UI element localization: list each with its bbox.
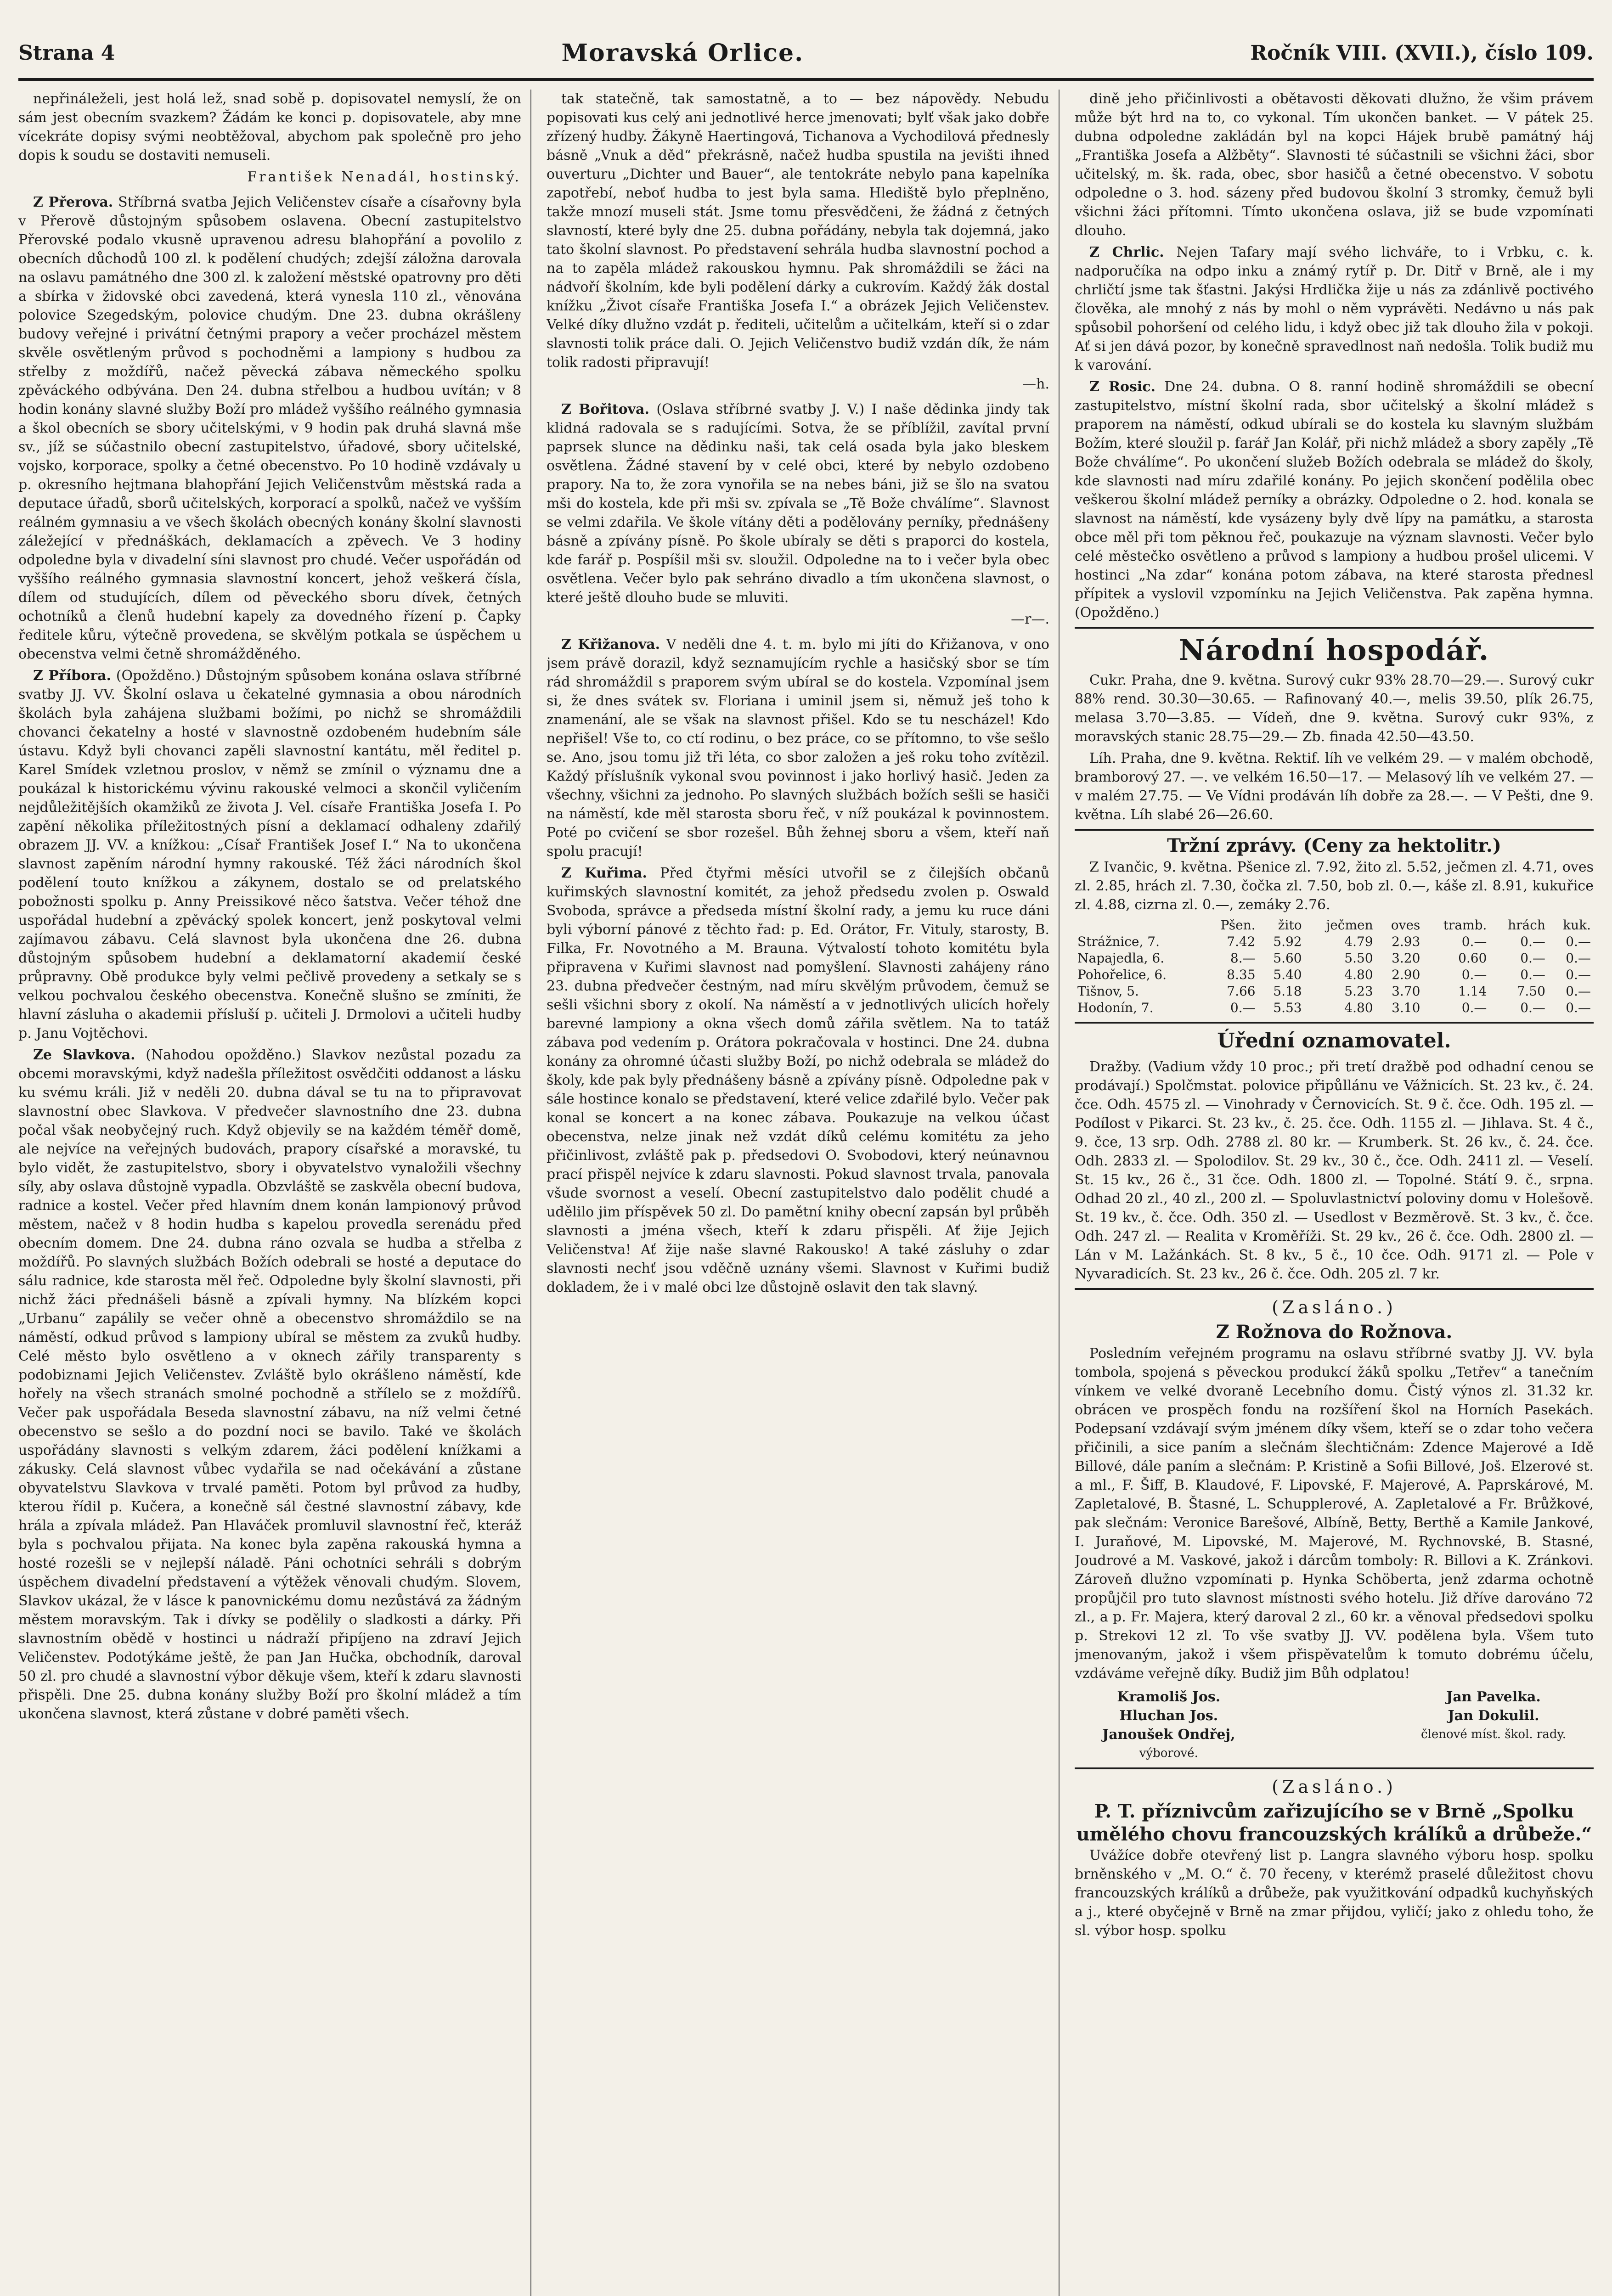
table-cell: 0.— xyxy=(1520,951,1545,966)
table-row xyxy=(1075,1000,1594,1016)
table-cell: 0.— xyxy=(1566,951,1591,966)
section-title: Tržní zprávy. (Ceny za hektolitr.) xyxy=(1167,835,1501,856)
table-row xyxy=(1075,983,1594,1000)
table-row xyxy=(1075,950,1594,967)
article-text: Nejen Tafary mají svého lichváře, to i Vrbku, c. k. nadporučíka na odpo inku a známý rytíř p. Dr. Ditř v Brně, ale i my chrličtí jsme tak šťastni. Jakýsi Hrdlička žije u nás za zdánlivě poctivého člověka, ale mnohý z nás by mohl o něm vyprávěti. Nedávno u nás pak spůsobil pohoršení od celého lidu, i když obec již tak dlouho žila v pokoji. Ať si jen dává pozor, by konečně spravedlnost naň nedošla. Tolik budiž mu k varování. xyxy=(1075,244,1594,373)
page-number: Strana 4 xyxy=(18,41,115,65)
article-text: nepřináleželi, jest holá lež, snad sobě p. dopisovatel nemyslí, že on sám jest obecním svazkem? Žádám ke konci p. dopisovatele, aby mne vícekráte dopisy svými neobtěžoval, abychom pak společně pro jeho dopis k soudu se dostaviti nemuseli. xyxy=(18,91,521,163)
signature: František Nenadál, hostinský. xyxy=(247,169,521,185)
section-rule xyxy=(1075,1288,1594,1290)
table-cell: 0.60 xyxy=(1458,951,1487,966)
table-header-cell: hrách xyxy=(1508,917,1545,933)
signature-group xyxy=(1421,1688,1566,1763)
table-header-cell: oves xyxy=(1391,917,1420,933)
article xyxy=(1075,377,1594,622)
table-header-cell: ječmen xyxy=(1326,917,1373,933)
article-text: (Oslava stříbrné svatby J. V.) I naše dědinka jindy tak klidná radovala se s radujícími. Sotva, že se příblížil, zavítal první paprsek slunce na dědinku naši, tak celá osada byla jako bleskem osvětlena. Žádné stavení by v celé obci, které by nebylo ozdobeno prapory. Na to, že zora vynořila se na nebes báni, již se šlo na svatou mši do kostela, kde při mši sv. zpívala se „Tě Bože chválíme“. Slavnost se velmi zdařila. Ve škole vítány děti a podělovány perníky, přednášeny básně a zpívány písně. Po škole ubíraly se děti s praporci do kostela, kde farář p. Pospíšil mši sv. sloužil. Odpoledne na to i večer byla obec osvětlena. Večer bylo pak sehráno divadlo a tím ukončena slavnost, o které ještě dlouho bude se mluviti. xyxy=(547,401,1049,606)
column-divider xyxy=(530,90,531,2296)
sent-in-label: (Zasláno.) xyxy=(1272,1777,1397,1797)
table-cell: Hodonín, 7. xyxy=(1077,1000,1154,1015)
table-cell: 0.— xyxy=(1520,934,1545,949)
table-header-cell: žito xyxy=(1278,917,1302,933)
table-cell: 5.40 xyxy=(1273,967,1302,982)
article-text: (Nahodou opožděno.) Slavkov nezůstal pozadu za obcemi moravskými, když nadešla příležitost osvědčiti oddanost a lásku ku svému králi. Již v neděli 20. dubna dával se tu na to připravovat slavnostní obec Slavkova. V předvečer slavnostního dne 23. dubna počal však neobyčejný ruch. Když objevily se na každém téměř domě, ale nejvíce na veřejných budovách, prapory císařské a moravské, tu bylo vidět, že zastupitelstvo, sbory i obyvatelstvo vynaložili všechny síly, aby oslava důstojně vypadla. Obzvláště se zaskvěla obecní budova, radnice a kostel. Večer před hlavním dnem konán lampionový průvod městem, načež v 8 hodin hudba s kapelou provedla serenádu před obecním domem. Dne 24. dubna ráno ozvala se hudba a střelba z moždířů. Po slavných službách Božích odebrali se hosté a deputace do sálu radnice, kde starosta měl řeč. Odpoledne byly školní slavnosti, při nichž žáci přednášeli básně a zpívali hymny. Na blízkém kopci „Urbanu“ zapálily se večer ohně a obecenstvo shromáždilo se na náměstí, odkud průvod s lampiony ubíral se městem za zvuků hudby. Celé město bylo osvětleno a v oknech zářily transparenty s podobiznami Jejich Veličenstev. Zvláště bylo okrášleno náměstí, kde hořely na všech stranách smolné pochodně a střílelo se z moždířů. Večer pak uspořádala Beseda slavnostní zábavu, na níž velmi četné obecenstvo se sešlo a do pozdní noci se bavilo. Také ve školách uspořádány slavnosti s velkým zdarem, žáci podělení knížkami a zákusky. Celá slavnost vůbec vydařila se nad očekávání a zůstane obyvatelstvu Slavkova v trvalé paměti. Potom byl průvod za hudby, kterou řídil p. Kučera, a konečně sál čestné slavnostní zábavy, kde hrála a zpívala mládež. Pan Hlaváček promluvil slavnostní řeč, kteráž byla s pochvalou přijata. Na konec byla zapěna rakouská hymna a hosté rozešli se v nejlepší náladě. Páni ochotníci sehráli s dobrým úspěchem divadelní představení a výtěžek věnovali chudým. Slovem, Slavkov ukázal, že v lásce k panovnickému domu nezůstává za žádným městem moravským. Tak i dívky se podělily o sladkosti a dárky. Při slavnostním obědě v hostinci u nádraží připíjeno na zdraví Jejich Veličenstev. Podotýkáme ještě, že pan Jan Hučka, obchodník, daroval 50 zl. pro chudé a slavnostní výbor děkuje všem, kteří k zdaru slavnosti přispěli. Dne 25. dubna konány služby Boží pro školní mládež a tím ukončena slavnost, která zůstane v dobré paměti všech. xyxy=(18,1047,521,1722)
table-cell: 5.60 xyxy=(1273,951,1302,966)
table-cell: 8.35 xyxy=(1227,967,1256,982)
article-text: Posledním veřejném programu na oslavu stříbrné svatby JJ. VV. byla tombola, spojená s pěveckou produkcí žáků spolku „Tetřev“ a tanečním vínkem ve velké dvoraně Lecebního domu. Čistý výnos zl. 31.32 kr. obrácen ve prospěch fondu na rozšíření škol na Horních Pasekách. Podepsaní vzdávají svým jménem díky všem, kteří se o zdar toho večera přičinili, a sice paním a slečnám šlechtičnám: Zdence Majerové a Idě Billové, dále paním a slečnám: P. Kristině a Sofii Billové, Još. Elzerové st. a ml., F. Šiff, B. Klaudové, F. Lipovské, F. Majerové, A. Paprskárové, M. Zapletalové, B. Štasné, L. Schupplerové, A. Zapletalové a Fr. Brůžkové, pak slečnám: Veronice Barešové, Albíně, Betty, Berthě a Kamile Jankové, I. Juraňové, M. Lipovské, M. Majerové, M. Rychnovské, B. Stasné, Joudrové a M. Vaskové, jakož i dárcům tomboly: R. Billovi a K. Zránkovi. Zároveň dlužno vzpomínati p. Hynka Schöberta, jenž zdarma ochotně propůjčil pro tuto slavnost místnosti svého hotelu. Již dříve darováno 72 zl., a p. Fr. Majera, který daroval 2 zl., 60 kr. a věnoval předsedovi spolku p. Strekovi 12 zl. To vše svatby JJ. VV. podělena byla. Všem tuto jmenovaným, jakož i všem přispěvatelům k tomuto dobrému účelu, vzdáváme veřejně díky. Budiž jim Bůh odplatou! xyxy=(1075,1345,1594,1682)
table-cell: 3.10 xyxy=(1392,1000,1420,1015)
section-rule xyxy=(1075,1767,1594,1769)
table-cell: 0.— xyxy=(1566,967,1591,982)
table-header-cell xyxy=(1075,917,1203,934)
table-cell: 5.50 xyxy=(1344,951,1373,966)
table-cell: 0.— xyxy=(1520,1000,1545,1015)
article-text: Uvážíce dobře otevřený list p. Langra slavného výboru hosp. spolku brněnského v „M. O.“ č. 70 řeceny, v kterémž praselé důležitost chovu francouzských králíků a drůbeže, pak využitkování odpadků kuchyňských a j., které obyčejně v Brně na zmar přijdou, vyličí; jako z ohledu toho, že sl. výbor hosp. spolku xyxy=(1075,1847,1594,1939)
table-header-row xyxy=(1075,917,1594,934)
table-cell: Pohořelice, 6. xyxy=(1077,967,1167,982)
article xyxy=(547,864,1049,1297)
article-heading: Z Bořitova. xyxy=(561,401,649,417)
table-body xyxy=(1075,934,1594,1016)
article-heading: Z Přerova. xyxy=(33,194,113,210)
page-header xyxy=(18,32,1594,73)
article-text: V neděli dne 4. t. m. bylo mi jíti do Křižanova, v ono jsem právě dorazil, když seznamujícím rychle a hasičský sbor se tím rád shromáždil s praporem svým ubíral se do kostela. Vzpomínal jsem si, že dnes svátek sv. Floriana i uminil jsem si, němuž ješ toho k znamenání, ale se však na slavnost přišel. Kdo se tu nescházel! Kdo nepřišel! Vše to, co ctí rodinu, o bez práce, co se přítomno, to vše sešlo se. Ano, jsou tomu již tři léta, co sbor založen a ješ roku toho zvítězil. Každý příslušník vykonal svou povinnost i jako horlivý hasič. Jeden za všechny, všichni za jednoho. Po slavných službách božích sešli se hasiči na náměstí, kde měl starosta sboru řeč, v níž poukázal k povinnostem. Poté po cvičení se sbor rozešel. Bůh žehnej sboru a všem, kteří naň spolu pracují! xyxy=(547,636,1049,860)
table-cell: 0.— xyxy=(1461,967,1487,982)
table-cell: 0.— xyxy=(1461,1000,1487,1015)
article-heading: Z Rosic. xyxy=(1089,379,1156,395)
table-cell: 2.90 xyxy=(1392,967,1420,982)
article-heading: Z Chrlic. xyxy=(1089,244,1164,260)
table-cell: 7.66 xyxy=(1227,984,1256,999)
article-text: Dne 24. dubna. O 8. ranní hodině shromáždili se obecní zastupitelstvo, místní školní rada, sbor učitelský a školní mládež s praporem na náměstí, odkud ubírali se do kostela ku slavným službám Božím, které sloužil p. farář Jan Kolář, při nichž mládež a sbory zapěly „Tě Bože chválíme“. Po ukončení služeb Božích odebrala se mládež do školy, kde slavnosti nad míru zdařilé konány. Po jejich skončení podělila obec veškerou školní mládež perníky a obrázky. Odpoledne o 2. hod. konala se slavnost na náměstí, kde vysázeny byly dvě lípy na památku, a starosta obce měl při tom pěknou řeč, poukazuje na význam slavnosti. Večer bylo celé městečko osvětleno a průvod s lampiony a hudbou prošel ulicemi. V hostinci „Na zdar“ konána potom zábava, na které starosta přednesl přípitek a vyslovil vzpomínku na Jejich Veličenstva. Pak zapěna hymna. (Opožděno.) xyxy=(1075,379,1594,621)
article-heading: Z Křižanova. xyxy=(561,636,660,653)
signatures xyxy=(1075,1688,1594,1763)
table-cell: 0.— xyxy=(1566,934,1591,949)
price-table xyxy=(1075,917,1594,1016)
table-cell: Strážnice, 7. xyxy=(1077,934,1160,949)
signature: Jan Pavelka. xyxy=(1446,1689,1541,1705)
table-cell: 5.18 xyxy=(1273,984,1302,999)
table-header-cell: tramb. xyxy=(1443,917,1487,933)
table-cell: 4.80 xyxy=(1344,1000,1373,1015)
signature: Kramoliš Jos. xyxy=(1117,1689,1221,1705)
article-text: Stříbrná svatba Jejich Veličenstev císaře a císařovny byla v Přerově důstojným spůsobem oslavena. Obecní zastupitelstvo Přerovské podalo vkusně upravenou adresu blahopřání a povolilo z obecních důchodů 100 zl. k podělení chudých; zdejší záložna darovala na oslavu památného dne 300 zl. k založení městské opatrovny pro děti a sbírka v židovské obci zavedená, která vynesla 110 zl., věnována polovice Szegedským, polovice chudým. Dne 23. dubna okrášleny budovy veřejné i privátní četnými prapory a večer procházel městem skvěle osvětleným průvod s pochodněmi a lampiony s hudbou za střelby z moždířů, načež pěvecká zábava německého spolku zpěváckého odbývána. Den 24. dubna střelbou a hudbou uvítán; v 8 hodin konány slavné služby Boží pro mládež vyššího reálného gymnasia a škol obecních se sbory učitelskými, v 9 hodin pak druhá slavná mše sv., jíž se súčastnilo obecní zastupitelstvo, úřadové, sbory učitelské, vojsko, korporace, spolky a četné obecenstvo. Po 10 hodině vzdávaly u p. okresního hejtmana blahopřání Jejich Veličenstvům městská rada a deputace úřadů, sborů učitelských, korporací a spolků, načež ve vyšším reálném gymnasiu a ve všech školách obecných konány školní slavnosti záležející v přednáškách, deklamacích a zpěvech. Ve 3 hodiny odpoledne byla v divadelní síni slavnost pro chudé. Večer uspořádán od vyššího reálného gymnasia slavnostní koncert, jehož veškerá čísla, dílem od studujících, dílem od pěveckého sboru dívek, četných ochotníků a členů hudební kapely za dovedného řízení p. Čapky ředitele kůru, výtečně provedena, se skvělým potkala se úspěchem u obecenstva velmi četně shromážděného. xyxy=(18,194,521,662)
table-cell: 5.53 xyxy=(1273,1000,1302,1015)
market-report: Líh. Praha, dne 9. května. Rektif. líh ve velkém 29. — v malém obchodě, bramborový 27. —. ve velkém 16.50—17. — Melasový líh ve velkém 27. — v malém 27.75. — Ve Vídni prodáván líh dobře za 28.—. — V Pešti, dne 9. května. Líh slabé 26—26.60. xyxy=(1075,750,1594,823)
column-3 xyxy=(1075,90,1594,2296)
market-report: Cukr. Praha, dne 9. května. Surový cukr 93% 28.70—29.—. Surový cukr 88% rend. 30.30—30.65. — Rafinovaný 40.—, melis 39.50, plík 26.75, melasa 3.70—3.85. — Vídeň, dne 9. května. Surový cukr 93%, z moravských stanic 28.75—29.— Zb. finada 42.50—43.50. xyxy=(1075,672,1594,745)
table-header-cell: Pšen. xyxy=(1220,917,1256,933)
table-cell: 5.23 xyxy=(1344,984,1373,999)
section-header xyxy=(1075,1028,1594,1054)
article xyxy=(547,400,1049,607)
table-row xyxy=(1075,967,1594,983)
table-row xyxy=(1075,934,1594,950)
table-cell: 8.— xyxy=(1230,951,1256,966)
section-header xyxy=(1075,633,1594,667)
signature: Jan Dokulil. xyxy=(1448,1708,1539,1724)
table-header-cell: kuk. xyxy=(1563,917,1591,933)
table-cell: 4.79 xyxy=(1344,934,1373,949)
table-cell: 1.14 xyxy=(1458,984,1487,999)
signature-group xyxy=(1102,1688,1235,1763)
article xyxy=(18,1046,521,1723)
article-heading: Z Příbora. xyxy=(33,668,111,684)
table-cell: 0.— xyxy=(1566,984,1591,999)
section-rule xyxy=(1075,627,1594,629)
table-cell: 3.70 xyxy=(1392,984,1420,999)
header-rule xyxy=(18,78,1594,81)
table-cell: 0.— xyxy=(1230,1000,1256,1015)
signature: Hluchan Jos. xyxy=(1119,1708,1218,1724)
article xyxy=(18,193,521,664)
signature-role: členové míst. škol. rady. xyxy=(1421,1728,1566,1741)
notice-title: P. T. příznivcům zařizujícího se v Brně „Spolku umělého chovu francouzských králíků a drůbeže.“ xyxy=(1076,1801,1592,1845)
column-2 xyxy=(547,90,1049,2296)
table-cell: Tišnov, 5. xyxy=(1077,984,1139,999)
article-text: tak statečně, tak samostatně, a to — bez nápovědy. Nebudu popisovati kus celý ani jednotlivé herce jmenovati; bylť však jako dobře zřízený hudby. Žákyně Haertingová, Tichanova a Vychodilová přednesly básně „Vnuk a děd“ překrásně, načež hudba spustila na jevišti ihned ouverturu „Dichter und Bauer“, ale tentokráte nebylo pana kapelníka zapotřebí, neboť hudba to jest byla sama. Hlediště bylo přeplněno, takže mnozí museli stát. Jsme tomu přesvědčeni, že žádná z četných slavností, které byly dne 25. dubna pořádány, nebyla tak dojemná, jako tato školní slavnost. Po představení sehrála hudba slavnostní pochod a na to zapěla mládež rakouskou hymnu. Pak shromáždili se žáci na nádvoří školním, kde byli podělení dárky a cukrovím. Každý žák dostal knížku „Život císaře Františka Josefa I.“ a obrázek Jejich Veličenstev. Velké díky dlužno vzdát p. řediteli, učitelům a učitelkám, kteří si o zdar slavnosti tolik práce dali. O. Jejich Veličenstvo budiž vzdán dík, že nám tolik radosti připravují! xyxy=(547,91,1049,371)
column-divider xyxy=(1059,90,1060,2296)
section-title: Úřední oznamovatel. xyxy=(1217,1029,1451,1052)
newspaper-title: Moravská Orlice. xyxy=(561,39,804,67)
article-heading: Z Kuřima. xyxy=(561,865,647,881)
table-cell: 2.93 xyxy=(1392,934,1420,949)
article-heading: Ze Slavkova. xyxy=(33,1047,135,1063)
table-cell: 0.— xyxy=(1520,967,1545,982)
sent-in-label: (Zasláno.) xyxy=(1272,1297,1397,1317)
table-cell: 4.80 xyxy=(1344,967,1373,982)
table-cell: Napajedla, 6. xyxy=(1077,951,1165,966)
article-text: dině jeho přičinlivosti a obětavosti děkovati dlužno, že všim právem může být hrd na to, co vykonal. Tím ukončen banket. — V pátek 25. dubna odpoledne zakládán byl na kopci Hájek brubě památný háj „Františka Josefa a Alžběty“. Slavnosti té súčastnili se všichni žáci, sbor učitelský, m. šk. rada, obec, sbor hasičů a četné obecenstvo. V sobotu odpoledne o 3. hod. sázeny před budovou školní 3 stromky, čemuž byli všichni žáci přítomni. Tímto ukončena oslava, již se bude vzpomínati dlouho. xyxy=(1075,91,1594,239)
section-rule xyxy=(1075,829,1594,831)
signature: —r—. xyxy=(1011,611,1049,627)
signature: Janoušek Ondřej, xyxy=(1102,1727,1235,1743)
article xyxy=(547,635,1049,861)
signature-role: výborové. xyxy=(1139,1746,1198,1760)
section-title: Z Rožnova do Rožnova. xyxy=(1216,1321,1453,1343)
signature: —h. xyxy=(1022,376,1049,392)
article-text: (Opožděno.) Důstojným spůsobem konána oslava stříbrné svatby JJ. VV. Školní oslava u čekatelné gymnasia a obou národních školách byla zahájena službami božími, po nichž se shromáždili chovanci čekatelny a hosté v slavnostně ozdobeném hudebním sále ústavu. Když byli chovanci zapěli slavnostní kantátu, měl ředitel p. Karel Smídek vzletnou proslov, v němž se zmínil o významu dne a poukázal k historickému vývinu rakouské velmoci a skončil vyličením nejdůležitějších okamžiků ze života J. Vel. císaře Františka Josefa I. Po zapění několika příležitostných písní a deklamací odhaleny zdařilý obrazem JJ. VV. a knížkou: „Císař František Josef I.“ Na to ukončena slavnost zapěním národní hymny rakouské. Též žáci národních škol podělení touto knížkou a zákynem, dostalo se od prelatského pobožnosti spolku p. Anny Preissikové něco šatstva. Večer téhož dne uspořádal hudební a zpěvácký spolek koncert, jenž poskytoval velmi zajímavou zábavu. Celá slavnost byla ukončena dne 26. dubna důstojným spůsobem hudební a deklamatorní akademií české průpravny. Obě produkce byly velmi pečlivě provedeny a setkaly se s velkou pochvalou českého obecenstva. Konečně slušno se zmíniti, že hlavní zásluha o akademii přísluší p. učiteli J. Drmolovi a učiteli hudby p. Janu Vojtěchovi. xyxy=(18,668,521,1041)
auction-notices: Dražby. (Vadium vždy 10 proc.; při tretí dražbě pod odhadní cenou se prodávají.) Spolčmstat. polovice připůllánu ve Vážnicích. St. 23 kv., č. 24. čce. Odh. 4575 zl. — Vinohrady v Černovicích. St. 9 č. čce. Odh. 195 zl. — Podílost v Pikarci. St. 23 kv., č. 25. čce. Odh. 1155 zl. — Jihlava. St. 4 č., 9. čce, 13 srp. Odh. 2788 zl. 80 kr. — Krumberk. St. 26 kv., č. 24. čce. Odh. 2833 zl. — Spolodilov. St. 29 kv., 30 č., čce. Odh. 2411 zl. — Veselí. St. 15 kv., 26 č., 31 čce. Odh. 1800 zl. — Topolné. Státí 9. č., srpna. Odhad 20 zl., 40 zl., 200 zl. — Spoluvlastnictví poloviny domu v Holešově. St. 19 kv., č. čce. Odh. 350 zl. — Usedlost v Bezměrově. St. 3 kv., č. čce. Odh. 247 zl. — Realita v Kroměříži. St. 29 kv., 26 č. čce. Odh. 2800 zl. — Lán v M. Lažánkách. St. 8 kv., 5 č., 10 čce. Odh. 9171 zl. — Pole v Nyvaradicích. St. 23 kv., 26 č. čce. Odh. 205 zl. 7 kr. xyxy=(1075,1059,1594,1282)
table-cell: 0.— xyxy=(1566,1000,1591,1015)
table-cell: 7.42 xyxy=(1227,934,1256,949)
article xyxy=(1075,243,1594,375)
table-cell: 0.— xyxy=(1461,934,1487,949)
table-cell: 7.50 xyxy=(1516,984,1545,999)
market-report: Z Ivančic, 9. května. Pšenice zl. 7.92, žito zl. 5.52, ječmen zl. 4.71, oves zl. 2.85, hrách zl. 7.30, čočka zl. 7.50, bob zl. 0.—, káše zl. 8.91, kukuřice zl. 4.88, cizrna zl. 0.—, zemáky 2.76. xyxy=(1075,859,1594,913)
article-text: Před čtyřmi měsíci utvořil se z čilejších občanů kuřimských slavnostní komitét, za jehož předsedu zvolen p. Oswald Svoboda, správce a předseda místní školní rady, a jemu ku ruce dáni byli výborní pánové z těchto řad: p. Ed. Orátor, Fr. Vituly, starosty, B. Filka, Fr. Novotného a M. Brauna. Výtvalostí tohoto komitétu byla připravena v Kuřimi slavnost nad pomyšlení. Slavnosti zahájeny ráno 23. dubna předvečer čestným, nad míru skvělým průvodem, čemuž se sešli všichni sbory z okolí. Na náměstí a v jednotlivých ulicích hořely barevné lampiony a okna všech domů zářila světlem. Na to tatáž zábava pod vedením p. Orátora pokračovala v hostinci. Dne 24. dubna konány za ohromné účasti služby Boží, po nichž odebrala se mládež do školy, kde pak byly přednášeny básně a zpívány písně. Odpoledne pak v sále hostince konalo se představení, které velice zdařilé bylo. Večer pak konal se koncert a na konec zábava. Poukazuje na velkou účast obecenstva, nelze jinak než vzdát díků celému komitétu za jeho přičinlivost, zvláště pak p. předsedovi O. Svobodovi, který neúnavnou prací přispěl nejvíce k zdaru slavnosti. Pokud slavnost trvala, panovala všude svornost a veselí. Obecní zastupitelstvo dalo podělit chudé a udělilo jim příspěvek 50 zl. Do pamětní knihy obecní zapsán byl průběh slavnosti a jména všech, kteří k zdaru přispěli. Ať žije Jejich Veličenstva! Ať žije naše slavné Rakousko! A také zásluhy o zdar slavnosti nechť jsou vděčně uznány všemi. Slavnost v Kuřimi budiž dokladem, že i v malé obci lze důstojně oslavit den tak slavný. xyxy=(547,865,1049,1295)
section-title: Národní hospodář. xyxy=(1178,633,1490,667)
issue-info: Ročník VIII. (XVII.), číslo 109. xyxy=(1250,41,1594,65)
article xyxy=(18,666,521,1043)
table-cell: 5.92 xyxy=(1273,934,1302,949)
table-cell: 3.20 xyxy=(1392,951,1420,966)
section-rule xyxy=(1075,1022,1594,1024)
column-1 xyxy=(18,90,521,2296)
